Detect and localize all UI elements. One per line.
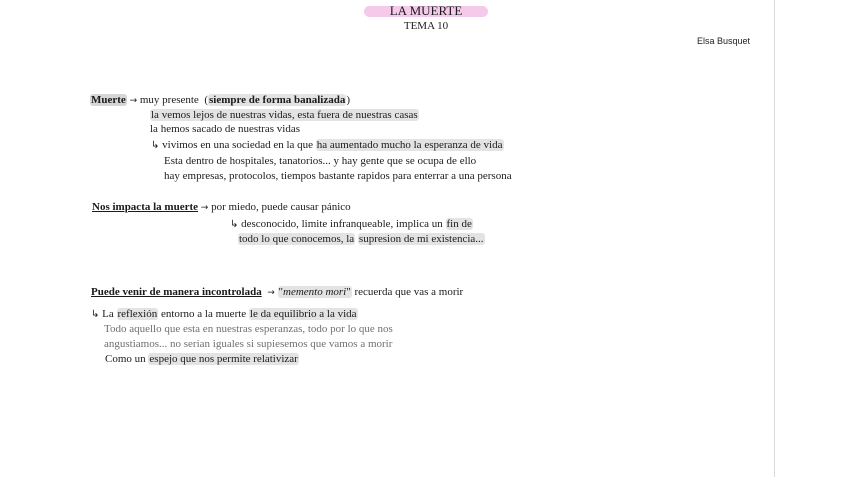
- section2-line2: [230, 217, 473, 232]
- section3-line3: Todo aquello que esta en nuestras esperanzas, todo por lo que nos: [104, 323, 393, 335]
- section1-line3: la hemos sacado de nuestras vidas: [150, 123, 300, 135]
- paren-close: ): [346, 94, 351, 106]
- section3-line2-c: entorno a la muerte: [160, 308, 247, 320]
- section2-line2-b: fin de: [446, 218, 472, 230]
- section2-heading: Nos impacta la muerte: [92, 201, 199, 213]
- section1-line2: [150, 108, 419, 122]
- section3-heading-line: [91, 285, 463, 300]
- arrow-icon: →: [129, 96, 138, 106]
- hook-arrow-icon: ↳: [91, 309, 100, 320]
- document-title: [364, 3, 488, 18]
- hook-arrow-icon: ↳: [151, 140, 160, 151]
- section3-line5-a: Como un: [105, 353, 146, 365]
- section1-lead: muy presente: [139, 94, 199, 106]
- section1-heading-line: [90, 93, 350, 108]
- section3-heading: Puede venir de manera incontrolada: [91, 286, 262, 298]
- document-subtitle: TEMA 10: [403, 20, 449, 32]
- section3-line2-a: La: [102, 308, 114, 320]
- title-text: LA MUERTE: [389, 3, 463, 18]
- section3-line5: [105, 352, 299, 366]
- section3-line2: [91, 307, 358, 322]
- memento-quote: "memento mori": [278, 286, 351, 298]
- section3-line4: angustiamos... no serian iguales si supiesemos que vamos a morir: [104, 338, 393, 350]
- section3-line2-b: reflexión: [117, 308, 158, 320]
- section1-line4-a: vivimos en una sociedad en la que: [162, 139, 314, 151]
- section3-line2-d: le da equilibrio a la vida: [249, 308, 357, 320]
- section2-heading-line: [92, 200, 351, 215]
- section1-emphasis: siempre de forma banalizada: [208, 94, 346, 106]
- section3-line5-b: espejo que nos permite relativizar: [149, 353, 298, 365]
- section3-lead: recuerda que vas a morir: [354, 286, 464, 298]
- arrow-icon: →: [200, 203, 209, 213]
- section1-line4-b: ha aumentado mucho la esperanza de vida: [316, 139, 503, 151]
- memento-mori: memento mori: [283, 286, 347, 298]
- section2-line2-a: desconocido, limite infranqueable, implica un: [241, 218, 443, 230]
- section1-line2-text: la vemos lejos de nuestras vidas, esta fuera de nuestras casas: [151, 109, 418, 121]
- paren-open: (: [204, 94, 208, 106]
- section2-line3-a: todo lo que conocemos, la: [239, 233, 355, 245]
- section1-line6: hay empresas, protocolos, tiempos bastante rapidos para enterrar a una persona: [164, 170, 512, 182]
- arrow-icon: →: [267, 288, 275, 298]
- section2-lead: por miedo, puede causar pánico: [211, 201, 351, 213]
- author-name: Elsa Busquet: [697, 36, 751, 46]
- section2-line3-b: supresion de mi existencia...: [358, 233, 484, 245]
- section1-line4: [151, 138, 504, 153]
- section2-line3: [238, 232, 485, 246]
- section1-heading: Muerte: [91, 94, 126, 106]
- hook-arrow-icon: ↳: [230, 219, 239, 230]
- section1-line5: Esta dentro de hospitales, tanatorios... y hay gente que se ocupa de ello: [164, 155, 477, 167]
